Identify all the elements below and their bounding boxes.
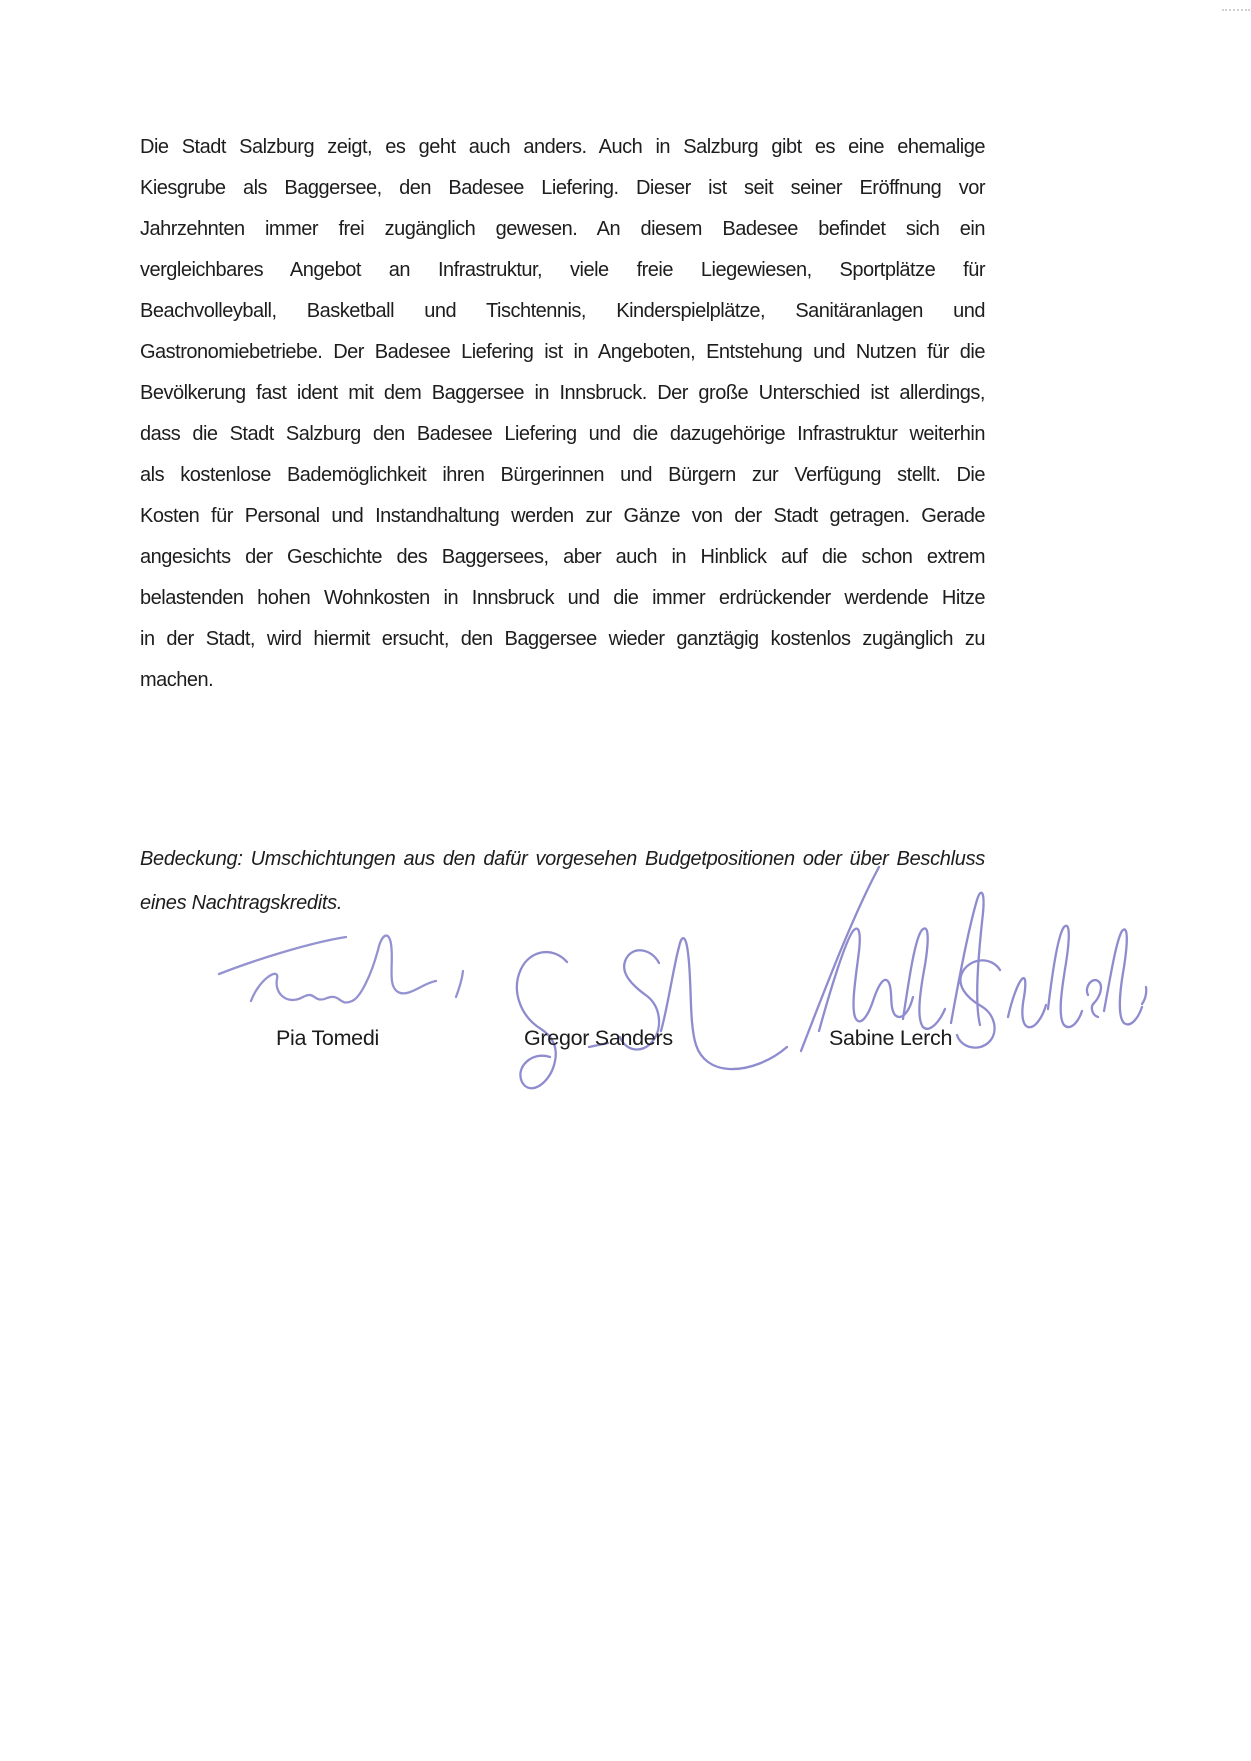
text-line: Bevölkerung fast ident mit dem Baggersee in Innsbruck. Der große Unterschied ist allerdings, — [140, 382, 985, 404]
text-line: belastenden hohen Wohnkosten in Innsbruck und die immer erdrückender werdende Hitze — [140, 587, 985, 609]
text-line: eines Nachtragskredits. — [140, 892, 343, 914]
text-line: Kosten für Personal und Instandhaltung werden zur Gänze von der Stadt getragen. Gerade — [140, 505, 985, 527]
signature-pia-tomedi — [219, 936, 463, 1003]
text-line: als kostenlose Bademöglichkeit ihren Bürgerinnen und Bürgern zur Verfügung stellt. Die — [140, 464, 985, 486]
signature-area — [0, 780, 1251, 1100]
text-line: Bedeckung: Umschichtungen aus den dafür vorgesehen Budgetpositionen oder über Beschluss — [140, 848, 985, 870]
signature-sabine-lerch — [801, 867, 1146, 1051]
signer-name-gregor-sanders: Gregor Sanders — [524, 1026, 673, 1050]
text-line: in der Stadt, wird hiermit ersucht, den Baggersee wieder ganztägig kostenlos zugänglich zu — [140, 628, 985, 650]
main-paragraph — [140, 127, 985, 701]
text-line: Gastronomiebetriebe. Der Badesee Liefering ist in Angeboten, Entstehung und Nutzen für die — [140, 341, 985, 363]
text-line: Kiesgrube als Baggersee, den Badesee Liefering. Dieser ist seit seiner Eröffnung vor — [140, 177, 985, 199]
signer-name-sabine-lerch: Sabine Lerch — [829, 1026, 953, 1050]
text-line: angesichts der Geschichte des Baggersees, aber auch in Hinblick auf die schon extrem — [140, 546, 985, 568]
text-line: Jahrzehnten immer frei zugänglich gewesen. An diesem Badesee befindet sich ein — [140, 218, 985, 240]
text-line: vergleichbares Angebot an Infrastruktur, viele freie Liegewiesen, Sportplätze für — [140, 259, 985, 281]
text-line: Beachvolleyball, Basketball und Tischtennis, Kinderspielplätze, Sanitäranlagen und — [140, 300, 985, 322]
signer-name-pia-tomedi: Pia Tomedi — [276, 1026, 379, 1050]
text-line: dass die Stadt Salzburg den Badesee Liefering und die dazugehörige Infrastruktur weiterhin — [140, 423, 985, 445]
text-line: Die Stadt Salzburg zeigt, es geht auch anders. Auch in Salzburg gibt es eine ehemalige — [140, 136, 985, 158]
ink-group — [219, 867, 1146, 1088]
signature-gregor-sanders — [517, 938, 787, 1088]
text-line: machen. — [140, 669, 214, 691]
scan-artifact-mark — [1222, 9, 1250, 15]
